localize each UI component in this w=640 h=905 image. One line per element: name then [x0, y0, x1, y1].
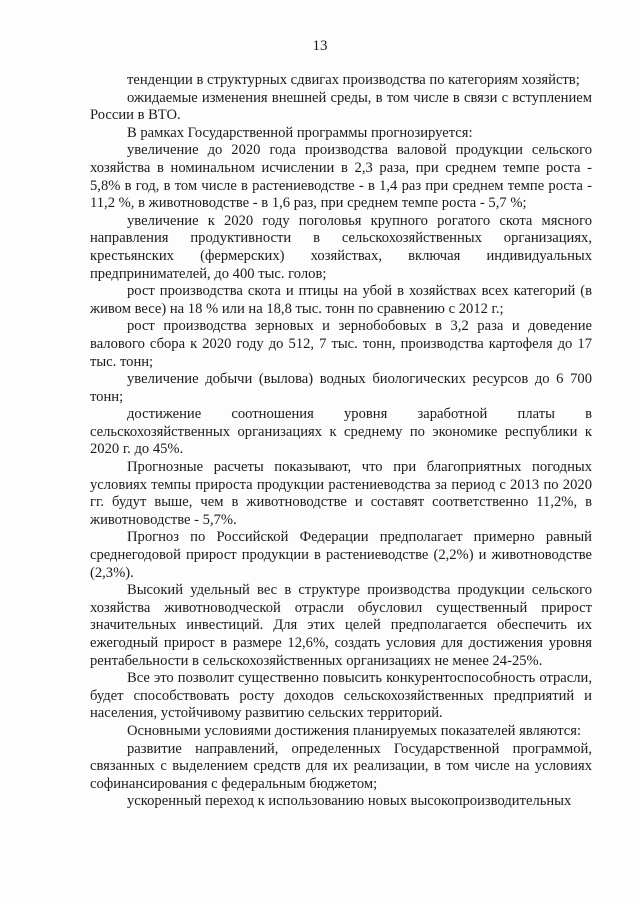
paragraph-livestock-slaughter: рост производства скота и птицы на убой в хозяйствах всех категорий (в живом весе) на 18 % или на 18,8 тыс. тонн по сравнению с 2012 г.;: [90, 283, 592, 317]
document-body: [90, 72, 592, 811]
paragraph-forecast-calculations: Прогнозные расчеты показывают, что при благоприятных погодных условиях темпы прироста продукции растениеводства за период с 2013 по 2020 гг. будут выше, чем в животноводстве и составят соответственно 11,2%, в животноводстве - 5,7%.: [90, 459, 592, 528]
paragraph-main-conditions: Основными условиями достижения планируемых показателей являются:: [127, 722, 582, 739]
page-number: 13: [312, 38, 328, 54]
paragraph-program-directions: развитие направлений, определенных Государственной программой, связанных с выделением средств для их реализации, в том числе на условиях софинансирования с федеральным бюджетом;: [90, 740, 592, 792]
paragraph-forecast-intro: В рамках Государственной программы прогнозируется:: [127, 124, 473, 141]
paragraph-aquatic-resources: увеличение добычи (вылова) водных биологических ресурсов до 6 700 тонн;: [90, 371, 592, 405]
paragraph-accelerated-transition: ускоренный переход к использованию новых высокопроизводительных: [127, 793, 572, 810]
paragraph-grain-production: рост производства зерновых и зернобобовых в 3,2 раза и доведение валового сбора к 2020 году до 512, 7 тыс. тонн, производства картофеля до 17 тыс. тонн;: [90, 318, 592, 370]
paragraph-russia-forecast: Прогноз по Российской Федерации предполагает примерно равный среднегодовой прирост продукции в растениеводстве (2,2%) и животноводстве (2,3%).: [90, 529, 592, 581]
paragraph-wage-ratio: достижение соотношения уровня заработной платы в сельскохозяйственных организациях к среднему по экономике республики к 2020 г. до 45%.: [90, 406, 592, 458]
paragraph-gross-output-growth: увеличение до 2020 года производства валовой продукции сельского хозяйства в номинальном исчислении в 2,3 раза, при среднем темпе роста - 5,8% в год, в том числе в растениеводстве - в 1,4 раз при среднем темпе роста - 11,2 %, в животноводстве - в 1,6 раз, при среднем темпе роста - 5,7 %;: [90, 142, 592, 212]
paragraph-cattle-herd: увеличение к 2020 году поголовья крупного рогатого скота мясного направления продуктивности в сельскохозяйственных организациях, крестьянских (фермерских) хозяйствах, включая индивидуальных предпринимателей, до 400 тыс. голов;: [90, 212, 592, 282]
paragraph-external-environment: ожидаемые изменения внешней среды, в том числе в связи с вступлением России в ВТО.: [90, 89, 592, 124]
paragraph-investments: Высокий удельный вес в структуре производства продукции сельского хозяйства животноводческой отрасли обусловил существенный прирост значительных инвестиций. Для этих целей предполагается обеспечить их ежегодный прирост в размере 12,6%, создать условия для достижения уровня рентабельности в сельскохозяйственных организациях не менее 24-25%.: [90, 582, 592, 669]
paragraph-competitiveness: Все это позволит существенно повысить конкурентоспособность отрасли, будет способствовать росту доходов сельскохозяйственных предприятий и населения, устойчивому развитию сельских территорий.: [90, 670, 592, 722]
paragraph-structural-shifts: тенденции в структурных сдвигах производства по категориям хозяйств;: [127, 72, 580, 88]
